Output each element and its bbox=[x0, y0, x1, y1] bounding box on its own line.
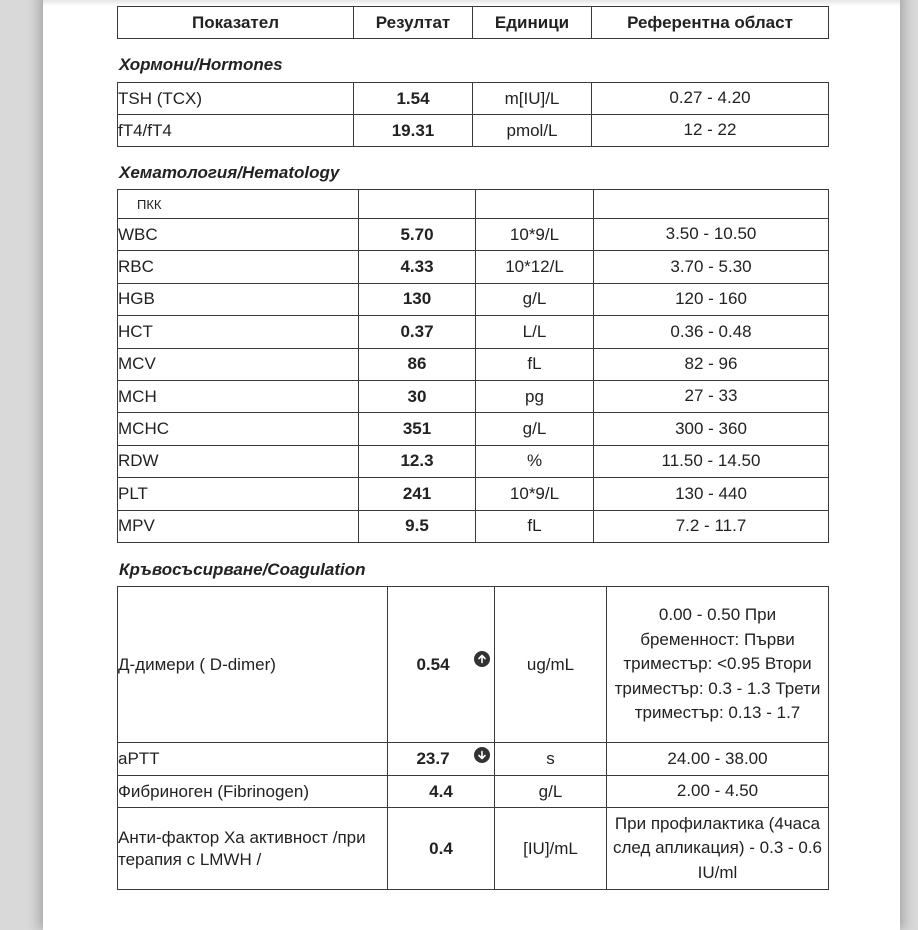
table-row bbox=[118, 776, 829, 808]
header-units: Единици bbox=[473, 7, 592, 39]
test-reference: 130 - 440 bbox=[594, 478, 829, 510]
test-reference: 2.00 - 4.50 bbox=[607, 776, 829, 808]
header-indicator: Показател bbox=[118, 7, 354, 39]
test-name: Анти-фактор Xa активност /при терапия с LMWH / bbox=[118, 808, 388, 890]
test-result: 0.54 bbox=[416, 654, 450, 674]
hematology-table bbox=[117, 189, 829, 543]
test-reference: 24.00 - 38.00 bbox=[607, 743, 829, 776]
test-unit: [IU]/mL bbox=[495, 808, 607, 890]
test-result: 86 bbox=[359, 348, 476, 380]
test-result: 4.4 bbox=[388, 776, 495, 808]
test-reference: 300 - 360 bbox=[594, 413, 829, 445]
table-row bbox=[118, 445, 829, 477]
test-result: 0.4 bbox=[388, 808, 495, 890]
test-unit: m[IU]/L bbox=[473, 83, 592, 115]
test-unit: pmol/L bbox=[473, 115, 592, 147]
column-header-table bbox=[117, 6, 829, 39]
test-name: HCT bbox=[118, 316, 359, 348]
test-unit: ug/mL bbox=[495, 587, 607, 743]
test-name: MPV bbox=[118, 510, 359, 542]
section-title-hematology: Хематология/Hematology bbox=[119, 163, 340, 182]
test-result: 30 bbox=[359, 380, 476, 412]
table-row bbox=[118, 587, 829, 743]
test-unit: 10*12/L bbox=[476, 251, 594, 283]
table-row bbox=[118, 348, 829, 380]
group-label: ПКК bbox=[118, 190, 359, 219]
test-name: RBC bbox=[118, 251, 359, 283]
test-unit: fL bbox=[476, 510, 594, 542]
test-result: 19.31 bbox=[354, 115, 473, 147]
header-result: Резултат bbox=[354, 7, 473, 39]
test-name: WBC bbox=[118, 219, 359, 251]
section-title-hormones: Хормони/Hormones bbox=[119, 55, 283, 74]
table-row bbox=[118, 283, 829, 315]
table-row bbox=[118, 478, 829, 510]
test-result: 4.33 bbox=[359, 251, 476, 283]
test-result: 1.54 bbox=[354, 83, 473, 115]
header-reference-range: Референтна област bbox=[592, 7, 829, 39]
empty-cell bbox=[476, 190, 594, 219]
table-row bbox=[118, 413, 829, 445]
test-result: 5.70 bbox=[359, 219, 476, 251]
test-result: 130 bbox=[359, 283, 476, 315]
test-unit: % bbox=[476, 445, 594, 477]
test-reference: При профилактика (4часа след апликация) - 0.3 - 0.6 IU/ml bbox=[607, 808, 829, 890]
test-name: RDW bbox=[118, 445, 359, 477]
test-result: 351 bbox=[359, 413, 476, 445]
table-row bbox=[118, 380, 829, 412]
test-reference: 11.50 - 14.50 bbox=[594, 445, 829, 477]
test-name: fT4/fT4 bbox=[118, 115, 354, 147]
test-result: 23.7 bbox=[416, 749, 450, 768]
test-reference: 3.50 - 10.50 bbox=[594, 219, 829, 251]
test-reference: 7.2 - 11.7 bbox=[594, 510, 829, 542]
test-name: aPTT bbox=[118, 743, 388, 776]
test-reference: 12 - 22 bbox=[592, 115, 829, 147]
test-name: MCHC bbox=[118, 413, 359, 445]
test-unit: s bbox=[495, 743, 607, 776]
test-name: TSH (TCX) bbox=[118, 83, 354, 115]
up-arrow-icon bbox=[474, 651, 490, 667]
test-reference: 82 - 96 bbox=[594, 348, 829, 380]
table-row bbox=[118, 219, 829, 251]
header-row bbox=[118, 7, 829, 39]
test-unit: pg bbox=[476, 380, 594, 412]
test-reference: 27 - 33 bbox=[594, 380, 829, 412]
empty-cell bbox=[594, 190, 829, 219]
test-result: 12.3 bbox=[359, 445, 476, 477]
table-row bbox=[118, 83, 829, 115]
empty-cell bbox=[359, 190, 476, 219]
table-row bbox=[118, 808, 829, 890]
test-unit: fL bbox=[476, 348, 594, 380]
group-row bbox=[118, 190, 829, 219]
test-name: PLT bbox=[118, 478, 359, 510]
test-unit: g/L bbox=[495, 776, 607, 808]
table-row bbox=[118, 251, 829, 283]
test-result-cell bbox=[388, 743, 495, 776]
test-result-cell bbox=[388, 587, 495, 743]
test-name: MCH bbox=[118, 380, 359, 412]
section-title-coagulation: Кръвосъсирване/Coagulation bbox=[119, 560, 366, 579]
down-arrow-icon bbox=[474, 747, 490, 763]
test-unit: g/L bbox=[476, 283, 594, 315]
test-reference: 3.70 - 5.30 bbox=[594, 251, 829, 283]
test-result: 9.5 bbox=[359, 510, 476, 542]
test-unit: 10*9/L bbox=[476, 219, 594, 251]
test-name: HGB bbox=[118, 283, 359, 315]
test-name: MCV bbox=[118, 348, 359, 380]
test-reference: 120 - 160 bbox=[594, 283, 829, 315]
coagulation-table bbox=[117, 586, 829, 890]
table-row bbox=[118, 510, 829, 542]
test-unit: L/L bbox=[476, 316, 594, 348]
test-name: Фибриноген (Fibrinogen) bbox=[118, 776, 388, 808]
table-row bbox=[118, 115, 829, 147]
test-result: 241 bbox=[359, 478, 476, 510]
test-reference: 0.00 - 0.50 При бременност: Първи триместър: <0.95 Втори триместър: 0.3 - 1.3 Трети триместър: 0.13 - 1.7 bbox=[607, 587, 829, 743]
test-unit: g/L bbox=[476, 413, 594, 445]
table-row bbox=[118, 316, 829, 348]
hormones-table bbox=[117, 82, 829, 147]
test-reference: 0.36 - 0.48 bbox=[594, 316, 829, 348]
table-row bbox=[118, 743, 829, 776]
test-reference: 0.27 - 4.20 bbox=[592, 83, 829, 115]
test-unit: 10*9/L bbox=[476, 478, 594, 510]
test-result: 0.37 bbox=[359, 316, 476, 348]
test-name: Д-димери ( D-dimer) bbox=[118, 587, 388, 743]
